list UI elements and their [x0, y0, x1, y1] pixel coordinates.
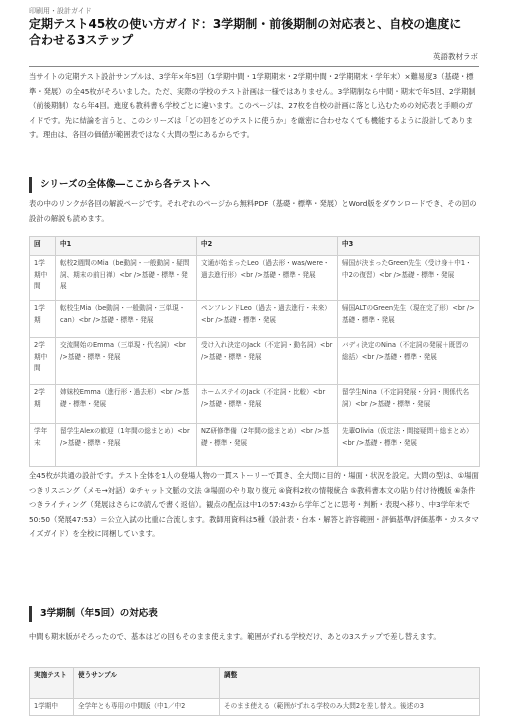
sample-link-cell[interactable]: 転校生Mia（be動詞・一般動詞・三単現・can）<br />基礎・標準・発展 — [56, 301, 197, 338]
adjust-cell: そのまま使える（範囲がずれる学校のみ大問2を差し替え。後述の3 — [220, 699, 480, 716]
term-cell: 2学期中間 — [30, 338, 56, 385]
table-header-row — [30, 668, 480, 699]
breadcrumb: 印刷用・設計ガイド — [29, 7, 92, 15]
sample-link-cell[interactable]: NZ研修準備（2年間の総まとめ）<br />基礎・標準・発展 — [197, 424, 338, 467]
section-heading-overview: シリーズの全体像―ここから各テストへ — [29, 177, 479, 193]
sample-link-cell[interactable]: 先輩Olivia（仮定法・間接疑問＋総まとめ）<br />基礎・標準・発展 — [338, 424, 480, 467]
table-header-row — [30, 237, 480, 256]
term-cell: 学年末 — [30, 424, 56, 467]
sample-cell: 全学年とも専用の中間版（中1／中2 — [74, 699, 220, 716]
sample-link-cell[interactable]: 留学生Alexの歓迎（1年間の総まとめ）<br />基礎・標準・発展 — [56, 424, 197, 467]
sample-link-cell[interactable]: バディ決定のNina（不定詞の発展＋既習の総括）<br />基礎・標準・発展 — [338, 338, 480, 385]
table-row — [30, 338, 480, 385]
overview-lead: 表の中のリンクが各回の解説ページです。それぞれのページから無料PDF（基礎・標準・発展）とWord版をダウンロードでき、その回の設計の解説も読めます。 — [29, 199, 477, 223]
sample-link-cell[interactable]: ホームステイのJack（不定詞・比較）<br />基礎・標準・発展 — [197, 385, 338, 424]
sample-link-cell[interactable]: 帰国が決まったGreen先生（受け身＋中1・中2の復習）<br />基礎・標準・発展 — [338, 256, 480, 301]
table-row — [30, 256, 480, 301]
page-title: 定期テスト45枚の使い方ガイド：3学期制・前後期制の対応表と、自校の進度に合わせる3ステップ — [29, 17, 462, 47]
sample-link-cell[interactable]: 転校2週間のMia（be動詞・一般動詞・疑問詞、期末の前日禅）<br />基礎・標準・発展 — [56, 256, 197, 301]
table-row — [30, 424, 480, 467]
col-header: 調整 — [220, 668, 480, 699]
design-summary-paragraph: 全45枚が共通の設計です。テスト全体を1人の登場人物の一貫ストーリーで貫き、全大問に目的・場面・状況を設定。大問の型は、①場面つきリスニング（メモ→対話）②チャット文脈の文法 ③場面のやり取り復元 ④資料2枚の情報統合 ⑤教科書本文の貼り付け待機版 ⑥条件つきライティング（発展はさらに⑦読んで書く返信）。観点の配点は中1の57:43から学年ごとに思考・判断・表現へ移り、中3学年末で50:50（発展47:53）＝公立入試の比重に合流します。教師用資料は5種（設計表・台本・解答と許容範囲・評価基準/評価基準・カスタマイズガイド）を全校に同梱しています。 — [29, 471, 479, 538]
col-header: 中2 — [197, 237, 338, 256]
intro-paragraph: 当サイトの定期テスト設計サンプルは、3学年×年5回（1学期中間・1学期期末・2学期中間・2学期期末・学年末）×難易度3（基礎・標準・発展）の全45枚がそろいました。ただ、実際の学校のテスト計画は一様ではありません。3学期制なら中間・期末で年5回、2学期制（前後期制）なら年4回。進度も教科書も学校ごとに違います。このページは、27枚を自校の計画に落とし込むための対応表と手順のガイドです。先に結論を言うと、このシリーズは「どの回をどのテストに使うか」を厳密に合わせなくても機能するように設計してあります。理由は、各回の価値が範囲表ではなく大問の型にあるからです。 — [29, 72, 476, 139]
section-heading-three-term: 3学期制（年5回）の対応表 — [29, 606, 479, 622]
test-cell: 1学期中 — [30, 699, 74, 716]
sample-link-cell[interactable]: ペンフレンドLeo（過去・過去進行・未来）<br />基礎・標準・発展 — [197, 301, 338, 338]
sample-link-cell[interactable]: 帰国ALTのGreen先生（現在完了形）<br />基礎・標準・発展 — [338, 301, 480, 338]
sample-link-cell[interactable]: 留学生Nina（不定詞発展・分詞・関係代名詞）<br />基礎・標準・発展 — [338, 385, 480, 424]
table-row — [30, 385, 480, 424]
term-cell: 2学期 — [30, 385, 56, 424]
sample-link-cell[interactable]: 交流開始のEmma（三単現・代名詞）<br />基礎・標準・発展 — [56, 338, 197, 385]
three-term-lead: 中間も期末版がそろったので、基本はどの回もそのまま使えます。範囲がずれる学校だけ、あとの3ステップで差し替えます。 — [29, 632, 441, 641]
col-header: 使うサンプル — [74, 668, 220, 699]
col-header: 回 — [30, 237, 56, 256]
col-header: 中3 — [338, 237, 480, 256]
term-cell: 1学期 — [30, 301, 56, 338]
sample-link-cell[interactable]: 姉妹校Emma（進行形・過去形）<br />基礎・標準・発展 — [56, 385, 197, 424]
three-term-table — [29, 667, 480, 716]
site-brand[interactable]: 英語教材ラボ — [433, 52, 478, 61]
sample-link-cell[interactable]: 受け入れ決定のJack（不定詞・動名詞）<br />基礎・標準・発展 — [197, 338, 338, 385]
table-row — [30, 699, 480, 716]
col-header: 実施テスト — [30, 668, 74, 699]
term-cell: 1学期中間 — [30, 256, 56, 301]
sample-link-cell[interactable]: 文通が始まったLeo（過去形・was/were・過去進行形）<br />基礎・標準・発展 — [197, 256, 338, 301]
table-row — [30, 301, 480, 338]
col-header: 中1 — [56, 237, 197, 256]
series-overview-table — [29, 236, 480, 467]
header-divider — [29, 66, 479, 67]
